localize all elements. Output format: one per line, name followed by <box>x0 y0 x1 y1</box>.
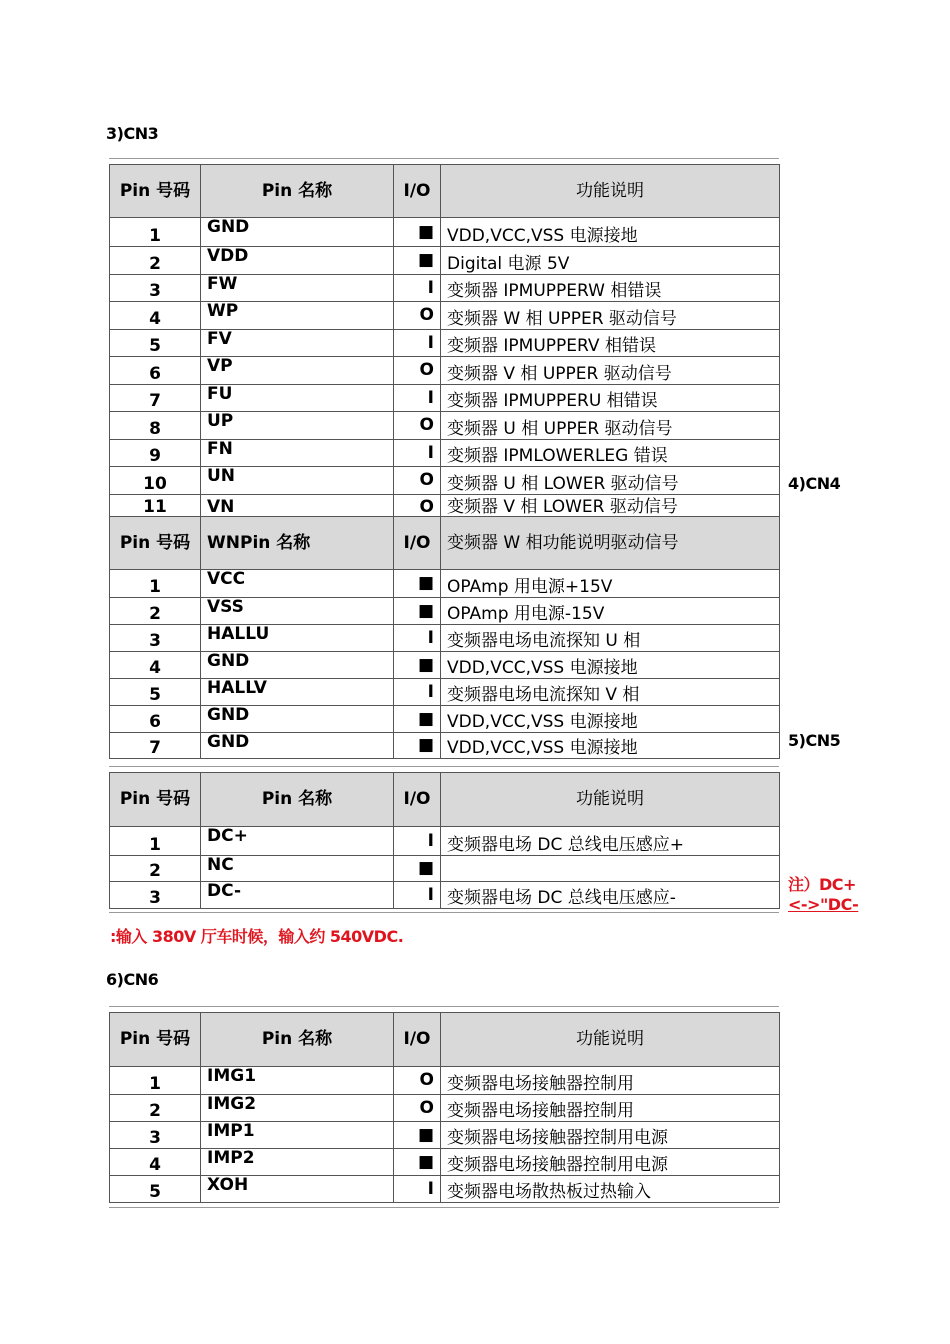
pin-func: OPAmp 用电源+15V <box>441 570 780 598</box>
cn4-heading: 4)CN4 <box>788 474 841 493</box>
pin-number: 8 <box>110 412 201 440</box>
pin-io: O <box>394 1095 441 1122</box>
header-io: I/O <box>394 1013 441 1067</box>
pin-name: VDD <box>201 247 394 275</box>
header-io: I/O <box>394 165 441 218</box>
pin-number: 1 <box>110 1067 201 1095</box>
pin-io: O <box>394 302 441 330</box>
pin-number: 2 <box>110 1095 201 1122</box>
pin-func: 变频器 W 相 UPPER 驱动信号 <box>441 302 780 330</box>
pin-name: DC+ <box>201 827 394 856</box>
pin-name: GND <box>201 652 394 679</box>
pin-name: GND <box>201 706 394 733</box>
note-red-line2: <->"DC- <box>788 895 859 914</box>
pin-io: O <box>394 412 441 440</box>
table-row <box>110 882 780 909</box>
table-row <box>110 679 780 706</box>
header-io: I/O <box>394 773 441 827</box>
header-pin-name: Pin 名称 <box>201 165 394 218</box>
pin-io: I <box>394 440 441 467</box>
header-func: 功能说明 <box>441 773 780 827</box>
pin-name: FN <box>201 440 394 467</box>
table-row <box>110 385 780 412</box>
cn5-header-row <box>110 773 780 827</box>
cn5-top-rule <box>109 766 779 767</box>
pin-io: I <box>394 625 441 652</box>
pin-func: Digital 电源 5V <box>441 247 780 275</box>
header-pin-no: Pin 号码 <box>110 165 201 218</box>
pin-func: 变频器 V 相 UPPER 驱动信号 <box>441 357 780 385</box>
header-pin-name: Pin 名称 <box>201 1013 394 1067</box>
pin-name: HALLU <box>201 625 394 652</box>
pin-number: 3 <box>110 625 201 652</box>
cn5-table <box>109 772 780 909</box>
pin-func: 变频器电场 DC 总线电压感应- <box>441 882 780 909</box>
pin-number: 5 <box>110 679 201 706</box>
pin-number: 11 <box>110 495 201 522</box>
note-red-line1: 注）DC+ <box>788 875 856 894</box>
header-merged-func: 变频器 W 相功能说明驱动信号 <box>441 517 780 570</box>
cn6-table <box>109 1012 780 1203</box>
pin-io: ■ <box>394 1149 441 1176</box>
table-row <box>110 1176 780 1203</box>
pin-name: IMP1 <box>201 1122 394 1149</box>
cn6-heading: 6)CN6 <box>106 970 159 989</box>
cn3-top-rule <box>109 158 779 159</box>
pin-name: FV <box>201 330 394 357</box>
pin-io: I <box>394 330 441 357</box>
pin-name: VP <box>201 357 394 385</box>
pin-func: 变频器 IPMLOWERLEG 错误 <box>441 440 780 467</box>
pin-func: VDD,VCC,VSS 电源接地 <box>441 733 780 759</box>
cn3-header-row <box>110 165 780 218</box>
pin-io: ■ <box>394 652 441 679</box>
pin-name: IMP2 <box>201 1149 394 1176</box>
table-row <box>110 440 780 467</box>
table-row <box>110 302 780 330</box>
table-row <box>110 1122 780 1149</box>
header-io: I/O <box>394 517 441 570</box>
pin-io: ■ <box>394 218 441 247</box>
pin-func: 变频器电场接触器控制用电源 <box>441 1149 780 1176</box>
table-row <box>110 733 780 759</box>
table-row <box>110 1095 780 1122</box>
pin-io: O <box>394 467 441 495</box>
pin-func: 变频器 IPMUPPERU 相错误 <box>441 385 780 412</box>
pin-func: 变频器电场 DC 总线电压感应+ <box>441 827 780 856</box>
pin-name: IMG2 <box>201 1095 394 1122</box>
cn6-header-row <box>110 1013 780 1067</box>
table-row <box>110 275 780 302</box>
pin-io: I <box>394 827 441 856</box>
table-row <box>110 827 780 856</box>
pin-io: I <box>394 679 441 706</box>
header-func: 功能说明 <box>441 1013 780 1067</box>
pin-name: NC <box>201 856 394 882</box>
cn4-header-row <box>110 517 780 570</box>
table-row <box>110 412 780 440</box>
cn6-bottom-rule <box>109 1207 779 1208</box>
pin-name: VN <box>201 495 394 522</box>
pin-func: VDD,VCC,VSS 电源接地 <box>441 652 780 679</box>
header-pin-name: Pin 名称 <box>201 773 394 827</box>
pin-io: ■ <box>394 570 441 598</box>
pin-func: 变频器电场接触器控制用 <box>441 1067 780 1095</box>
cn3-table <box>109 164 780 522</box>
pin-number: 10 <box>110 467 201 495</box>
table-row <box>110 247 780 275</box>
header-pin-no: Pin 号码 <box>110 773 201 827</box>
pin-io: ■ <box>394 247 441 275</box>
pin-number: 1 <box>110 218 201 247</box>
pin-func: 变频器 V 相 LOWER 驱动信号 <box>441 495 780 522</box>
table-row <box>110 218 780 247</box>
header-pin-no: Pin 号码 <box>110 1013 201 1067</box>
pin-name: FW <box>201 275 394 302</box>
table-row <box>110 652 780 679</box>
table-row <box>110 856 780 882</box>
pin-name: UP <box>201 412 394 440</box>
pin-number: 4 <box>110 302 201 330</box>
pin-name: HALLV <box>201 679 394 706</box>
table-row <box>110 570 780 598</box>
pin-io: O <box>394 495 441 522</box>
pin-func: OPAmp 用电源-15V <box>441 598 780 625</box>
pin-name: FU <box>201 385 394 412</box>
pin-name: UN <box>201 467 394 495</box>
pin-func: 变频器 U 相 LOWER 驱动信号 <box>441 467 780 495</box>
pin-func: 变频器 U 相 UPPER 驱动信号 <box>441 412 780 440</box>
pin-io: I <box>394 882 441 909</box>
header-func: 功能说明 <box>441 165 780 218</box>
pin-func: VDD,VCC,VSS 电源接地 <box>441 706 780 733</box>
pin-func <box>441 856 780 882</box>
pin-name: VCC <box>201 570 394 598</box>
pin-io: O <box>394 357 441 385</box>
pin-number: 5 <box>110 1176 201 1203</box>
pin-number: 3 <box>110 882 201 909</box>
cn3-heading: 3)CN3 <box>106 124 159 143</box>
pin-number: 3 <box>110 1122 201 1149</box>
table-row <box>110 357 780 385</box>
pin-number: 7 <box>110 385 201 412</box>
pin-func: 变频器电场电流探知 U 相 <box>441 625 780 652</box>
pin-name: VSS <box>201 598 394 625</box>
pin-io: ■ <box>394 856 441 882</box>
pin-number: 4 <box>110 652 201 679</box>
pin-number: 6 <box>110 706 201 733</box>
pin-io: ■ <box>394 598 441 625</box>
pin-func: 变频器 IPMUPPERV 相错误 <box>441 330 780 357</box>
cn5-bottom-rule <box>109 912 779 913</box>
pin-name: WP <box>201 302 394 330</box>
table-row <box>110 330 780 357</box>
table-row <box>110 598 780 625</box>
pin-io: I <box>394 1176 441 1203</box>
cn6-top-rule <box>109 1006 779 1007</box>
pin-func: 变频器电场散热板过热输入 <box>441 1176 780 1203</box>
pin-number: 7 <box>110 733 201 759</box>
pin-number: 1 <box>110 827 201 856</box>
pin-name: DC- <box>201 882 394 909</box>
table-row <box>110 467 780 495</box>
pin-name: GND <box>201 218 394 247</box>
pin-number: 2 <box>110 856 201 882</box>
pin-name: IMG1 <box>201 1067 394 1095</box>
header-pin-no: Pin 号码 <box>110 517 201 570</box>
pin-io: I <box>394 275 441 302</box>
pin-io: ■ <box>394 706 441 733</box>
cn4-table <box>109 516 780 759</box>
pin-number: 3 <box>110 275 201 302</box>
pin-number: 9 <box>110 440 201 467</box>
pin-func: 变频器电场接触器控制用电源 <box>441 1122 780 1149</box>
pin-io: ■ <box>394 733 441 759</box>
pin-io: ■ <box>394 1122 441 1149</box>
table-row <box>110 625 780 652</box>
pin-number: 2 <box>110 598 201 625</box>
table-row <box>110 706 780 733</box>
pin-name: XOH <box>201 1176 394 1203</box>
pin-func: 变频器电场电流探知 V 相 <box>441 679 780 706</box>
header-merged-name: WNPin 名称 <box>201 517 394 570</box>
pin-func: VDD,VCC,VSS 电源接地 <box>441 218 780 247</box>
pin-func: 变频器电场接触器控制用 <box>441 1095 780 1122</box>
pin-number: 2 <box>110 247 201 275</box>
pin-func: 变频器 IPMUPPERW 相错误 <box>441 275 780 302</box>
note-red-line3: :输入 380V 厅车时候，输入约 540VDC. <box>110 927 404 946</box>
cn5-heading: 5)CN5 <box>788 731 841 750</box>
pin-name: GND <box>201 733 394 759</box>
pin-io: I <box>394 385 441 412</box>
pin-io: O <box>394 1067 441 1095</box>
pin-number: 4 <box>110 1149 201 1176</box>
pin-number: 1 <box>110 570 201 598</box>
table-row <box>110 1149 780 1176</box>
pin-number: 5 <box>110 330 201 357</box>
pin-number: 6 <box>110 357 201 385</box>
table-row <box>110 1067 780 1095</box>
